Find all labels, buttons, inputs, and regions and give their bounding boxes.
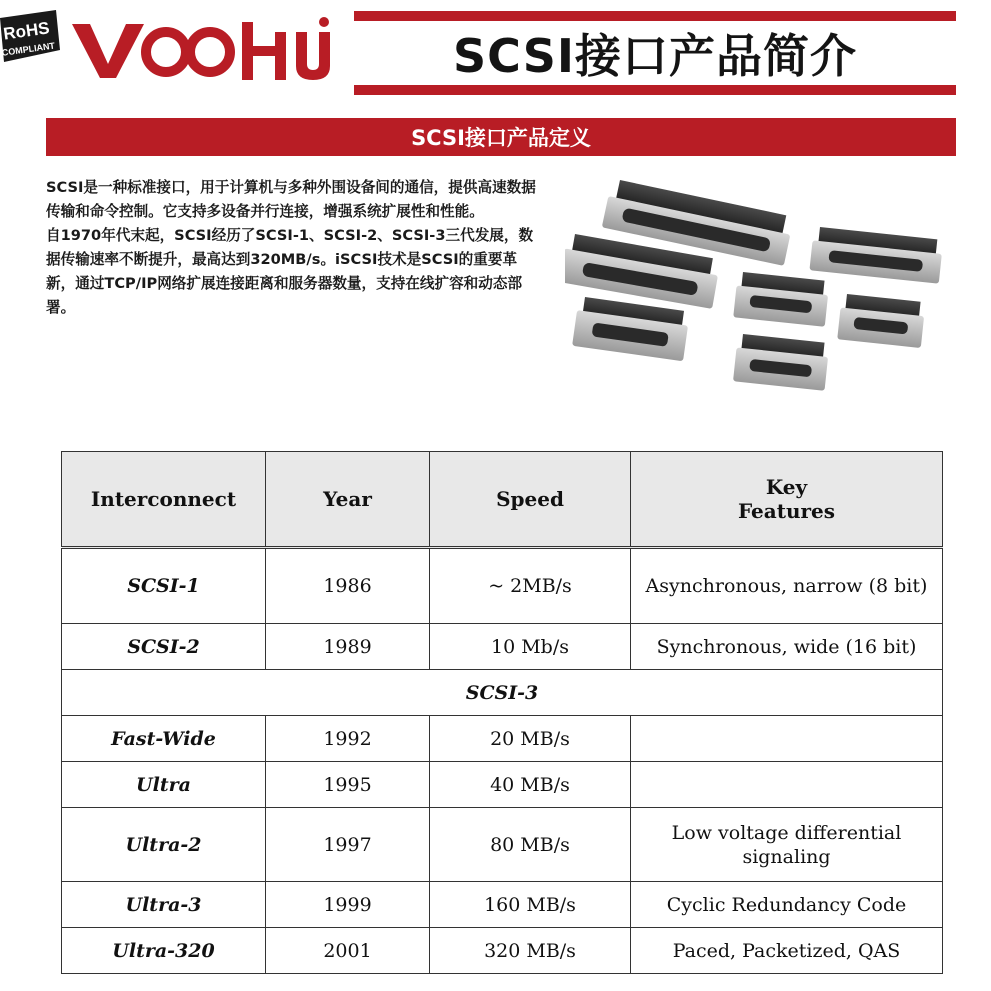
column-header-speed: Speed: [430, 452, 631, 548]
table-header-row: [62, 452, 943, 548]
year-cell: 1997: [266, 808, 430, 882]
scsi-connectors-image: [565, 172, 960, 407]
speed-cell: 80 MB/s: [430, 808, 631, 882]
year-cell: 1989: [266, 624, 430, 670]
features-cell: Paced, Packetized, QAS: [631, 928, 943, 974]
section-title: SCSI接口产品定义: [46, 118, 956, 156]
column-header-year: Year: [266, 452, 430, 548]
title-bar-bottom: [354, 85, 956, 95]
speed-cell: ~ 2MB/s: [430, 548, 631, 624]
voohu-logo: [70, 14, 332, 84]
table-row: [62, 716, 943, 762]
interconnect-cell: SCSI-1: [62, 548, 266, 624]
speed-cell: 10 Mb/s: [430, 624, 631, 670]
features-cell: Asynchronous, narrow (8 bit): [631, 548, 943, 624]
year-cell: 1992: [266, 716, 430, 762]
features-cell: Low voltage differential signaling: [631, 808, 943, 882]
year-cell: 1986: [266, 548, 430, 624]
table-row: [62, 882, 943, 928]
interconnect-cell: Fast-Wide: [62, 716, 266, 762]
column-header-interconnect: Interconnect: [62, 452, 266, 548]
features-cell: Synchronous, wide (16 bit): [631, 624, 943, 670]
speed-cell: 160 MB/s: [430, 882, 631, 928]
interconnect-cell: SCSI-2: [62, 624, 266, 670]
table-row: [62, 928, 943, 974]
interconnect-cell: Ultra-3: [62, 882, 266, 928]
year-cell: 1999: [266, 882, 430, 928]
rohs-compliant-badge: [0, 10, 60, 62]
intro-paragraph: SCSI是一种标准接口，用于计算机与多种外围设备间的通信，提供高速数据传输和命令控制。它支持多设备并行连接，增强系统扩展性和性能。: [46, 179, 536, 220]
column-header-key-features: Key Features: [631, 452, 943, 548]
interconnect-cell: Ultra-2: [62, 808, 266, 882]
table-row: [62, 624, 943, 670]
year-cell: 1995: [266, 762, 430, 808]
features-cell: [631, 762, 943, 808]
intro-text: [46, 176, 546, 320]
group-label-cell: SCSI-3: [62, 670, 943, 716]
table-row: [62, 762, 943, 808]
speed-cell: 40 MB/s: [430, 762, 631, 808]
speed-cell: 320 MB/s: [430, 928, 631, 974]
year-cell: 2001: [266, 928, 430, 974]
table-group-row: [62, 670, 943, 716]
features-cell: Cyclic Redundancy Code: [631, 882, 943, 928]
table-row: [62, 808, 943, 882]
scsi-spec-table: [61, 451, 943, 974]
rohs-text: RoHS: [2, 18, 51, 44]
intro-paragraph: 自1970年代末起，SCSI经历了SCSI-1、SCSI-2、SCSI-3三代发展，数据传输速率不断提升，最高达到320MB/s。iSCSI技术是SCSI的重要革新，通过TCP/IP网络扩展连接距离和服务器数量，支持在线扩容和动态部署。: [46, 227, 534, 316]
compliant-text: COMPLIANT: [1, 40, 56, 58]
interconnect-cell: Ultra-320: [62, 928, 266, 974]
page-title: SCSI接口产品简介: [453, 29, 857, 83]
table-row: [62, 548, 943, 624]
speed-cell: 20 MB/s: [430, 716, 631, 762]
features-cell: [631, 716, 943, 762]
interconnect-cell: Ultra: [62, 762, 266, 808]
